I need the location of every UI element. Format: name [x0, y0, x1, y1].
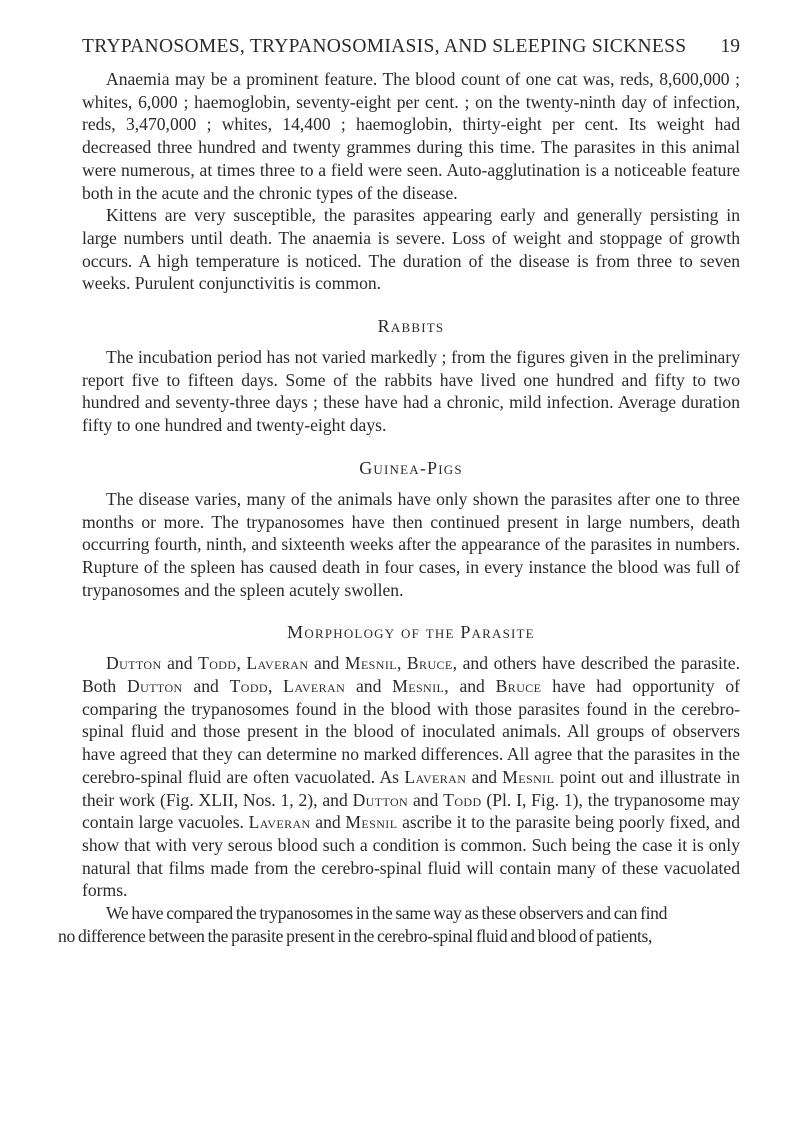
- author-name: Dutton: [352, 789, 409, 810]
- comparison-line-2: no difference between the parasite present in the cerebro-spinal fluid and blood of patients,: [58, 925, 653, 946]
- author-name: Laveran: [246, 653, 309, 674]
- author-name: Bruce: [406, 653, 453, 674]
- paragraph-comparison: [58, 902, 740, 947]
- author-name: Todd: [443, 789, 482, 810]
- paragraph-kittens: Kittens are very susceptible, the parasites appearing early and generally persisting in large numbers until death. The anaemia is severe. Loss of weight and stoppage of growth occurs. A high temperature is noticed. The duration of the disease is from three to seven weeks. Purulent conjunctivitis is common.: [82, 205, 740, 294]
- author-name: Dutton: [127, 676, 183, 697]
- paragraph-guinea-pigs: The disease varies, many of the animals have only shown the parasites after one to three months or more. The trypanosomes have then continued present in large numbers, death occurring fourth, ninth, and sixteenth weeks after the appearance of the parasites in numbers. Rupture of the spleen has caused death in four cases, in every instance the blood was full of trypanosomes and the spleen acutely swollen.: [82, 488, 740, 600]
- heading-rabbits: Rabbits: [377, 316, 445, 337]
- page-header: [82, 36, 740, 62]
- author-name: Laveran: [283, 676, 346, 697]
- author-name: Laveran: [404, 766, 467, 787]
- paragraph-morphology: Dutton and Todd, Laveran and Mesnil, Bruce, and others have described the parasite. Both Dutton and Todd, Laveran and Mesnil, and Bruce have had opportunity of comparing the trypanosomes found in the blood with those parasites found in the cerebro-spinal fluid and those present in the blood of inoculated animals. All groups of observers have agreed that they can determine no marked differences. All agree that the parasites in the cerebro-spinal fluid are often vacuolated. As Laveran and Mesnil point out and illustrate in their work (Fig. XLII, Nos. 1, 2), and Dutton and Todd (Pl. I, Fig. 1), the trypanosome may contain large vacuoles. Laveran and Mesnil ascribe it to the parasite being poorly fixed, and show that with very serous blood such a condition is common. Such being the case it is only natural that films made from the cerebro-spinal fluid will contain many of these vacuolated forms.: [82, 653, 740, 901]
- author-name: Todd: [198, 653, 237, 674]
- author-name: Mesnil: [344, 653, 397, 674]
- comparison-line-1: We have compared the trypanosomes in the same way as these observers and can find: [106, 903, 668, 924]
- author-name: Mesnil: [392, 676, 445, 697]
- author-name: Todd: [229, 676, 268, 697]
- heading-guinea-pigs: Guinea-Pigs: [359, 457, 463, 478]
- author-name: Bruce: [495, 676, 542, 697]
- author-name: Dutton: [106, 653, 162, 674]
- author-name: Mesnil: [345, 812, 398, 833]
- author-name: Laveran: [248, 812, 311, 833]
- page-number: 19: [720, 36, 740, 57]
- page-body: [58, 68, 740, 948]
- heading-morphology: Morphology of the Parasite: [287, 622, 535, 643]
- paragraph-anaemia: Anaemia may be a prominent feature. The blood count of one cat was, reds, 8,600,000 ; whites, 6,000 ; haemoglobin, seventy-eight per cent. ; on the twenty-ninth day of infection, reds, 3,470,000 ; whites, 14,400 ; haemoglobin, thirty-eight per cent. Its weight had decreased three hundred and twenty grammes during this time. The parasites in this animal were numerous, at times three to a field were seen. Auto-agglutination is a noticeable feature both in the acute and the chronic types of the disease.: [82, 69, 740, 203]
- paragraph-rabbits: The incubation period has not varied markedly ; from the figures given in the preliminary report five to fifteen days. Some of the rabbits have lived one hundred and fifty to two hundred and seventy-three days ; these have had a chronic, mild infection. Average duration fifty to one hundred and twenty-eight days.: [82, 347, 740, 436]
- author-name: Mesnil: [502, 766, 555, 787]
- running-head: TRYPANOSOMES, TRYPANOSOMIASIS, AND SLEEPING SICKNESS: [82, 36, 687, 57]
